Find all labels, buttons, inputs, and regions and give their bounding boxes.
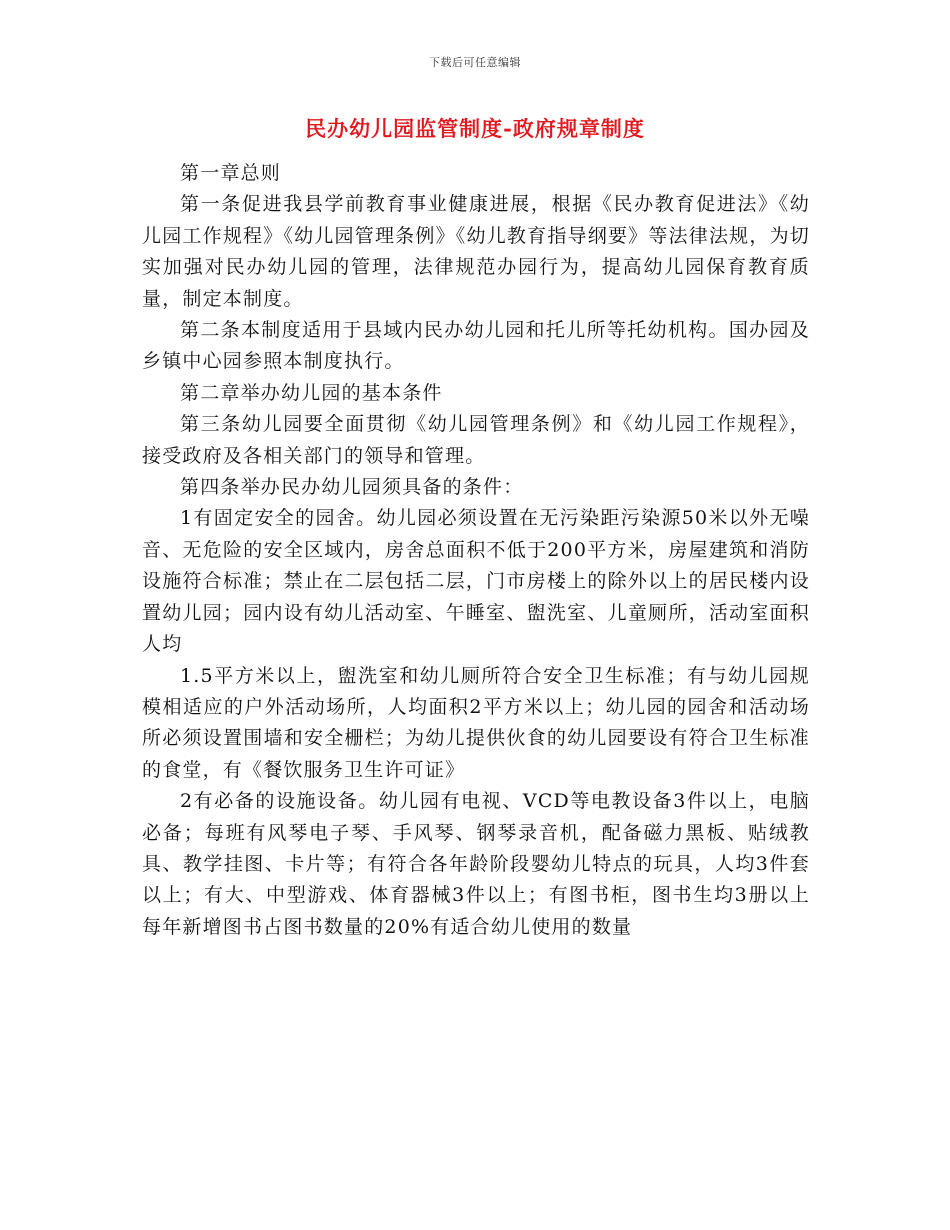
chapter-heading: 第二章举办幼儿园的基本条件 [180, 381, 443, 404]
chapter-heading: 第一章总则 [180, 162, 282, 184]
document-title: 民办幼儿园监管制度-政府规章制度 [305, 116, 645, 141]
document-body [142, 158, 810, 943]
paragraph: 1有固定安全的园舍。幼儿园必须设置在无污染距污染源50米以外无噪音、无危险的安全区域内，房舍总面积不低于200平方米，房屋建筑和消防设施符合标准；禁止在二层包括二层，门市房楼上的除外以上的居民楼内设置幼儿园；园内设有幼儿活动室、午睡室、盥洗室、儿童厕所，活动室面积人均 [142, 507, 810, 656]
header-note: 下载后可任意编辑 [429, 56, 521, 69]
paragraph: 第一条促进我县学前教育事业健康进展，根据《民办教育促进法》《幼儿园工作规程》《幼儿园管理条例》《幼儿教育指导纲要》等法律法规，为切实加强对民办幼儿园的管理，法律规范办园行为，提高幼儿园保育教育质量，制定本制度。 [142, 193, 810, 310]
paragraph: 第二条本制度适用于县域内民办幼儿园和托儿所等托幼机构。国办园及乡镇中心园参照本制度执行。 [142, 319, 810, 373]
paragraph: 第四条举办民办幼儿园须具备的条件： [180, 476, 524, 499]
paragraph: 第三条幼儿园要全面贯彻《幼儿园管理条例》和《幼儿园工作规程》，接受政府及各相关部门的领导和管理。 [142, 413, 810, 467]
paragraph: 1.5平方米以上，盥洗室和幼儿厕所符合安全卫生标准；有与幼儿园规模相适应的户外活动场所，人均面积2平方米以上；幼儿园的园舍和活动场所必须设置围墙和安全栅栏；为幼儿提供伙食的幼儿园要设有符合卫生标准的食堂，有《餐饮服务卫生许可证》 [142, 664, 810, 781]
paragraph: 2有必备的设施设备。幼儿园有电视、VCD等电教设备3件以上，电脑必备；每班有风琴电子琴、手风琴、钢琴录音机，配备磁力黑板、贴绒教具、教学挂图、卡片等；有符合各年龄阶段婴幼儿特点的玩具，人均3件套以上；有大、中型游戏、体育器械3件以上；有图书柜，图书生均3册以上每年新增图书占图书数量的20%有适合幼儿使用的数量 [142, 790, 810, 938]
